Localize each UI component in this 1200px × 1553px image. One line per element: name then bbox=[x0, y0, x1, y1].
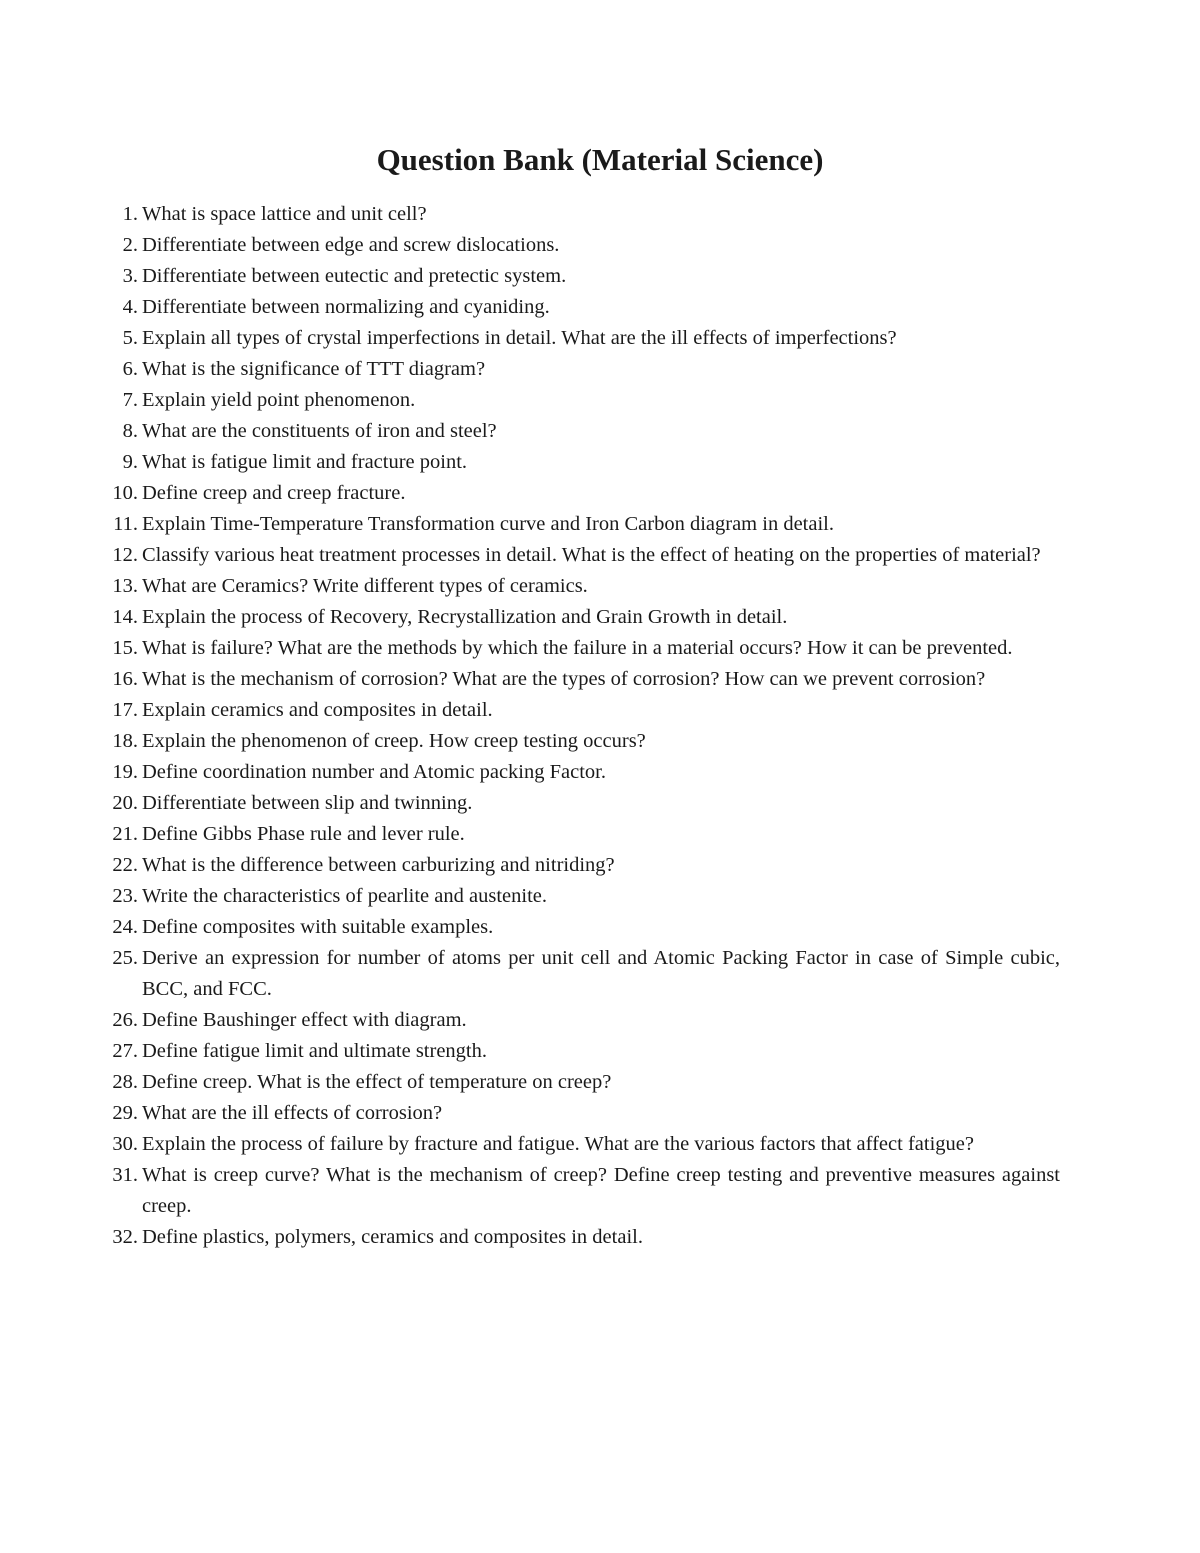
question-number: 8. bbox=[122, 420, 138, 442]
question-item bbox=[104, 447, 1060, 478]
question-item bbox=[104, 819, 1060, 850]
question-text: Define fatigue limit and ultimate strength. bbox=[142, 1040, 487, 1062]
question-item bbox=[104, 726, 1060, 757]
question-text: Explain ceramics and composites in detail. bbox=[142, 699, 493, 721]
question-number: 5. bbox=[122, 327, 138, 349]
question-text: Define Baushinger effect with diagram. bbox=[142, 1009, 467, 1031]
question-item bbox=[104, 912, 1060, 943]
question-number: 9. bbox=[122, 451, 138, 473]
question-number: 10. bbox=[112, 482, 138, 504]
question-item bbox=[104, 230, 1060, 261]
question-text: Differentiate between normalizing and cyaniding. bbox=[142, 296, 550, 318]
question-number: 23. bbox=[112, 885, 138, 907]
question-text: What is failure? What are the methods by which the failure in a material occurs? How it can be prevented. bbox=[142, 637, 1013, 659]
question-number: 16. bbox=[112, 668, 138, 690]
question-item bbox=[104, 850, 1060, 881]
question-text: Differentiate between slip and twinning. bbox=[142, 792, 473, 814]
question-text: Derive an expression for number of atoms per unit cell and Atomic Packing Factor in case of Simple cubic, BCC, and FCC. bbox=[142, 947, 1060, 1000]
question-item bbox=[104, 695, 1060, 726]
question-item bbox=[104, 292, 1060, 323]
question-text: Explain yield point phenomenon. bbox=[142, 389, 416, 411]
question-number: 28. bbox=[112, 1071, 138, 1093]
question-text: Define creep and creep fracture. bbox=[142, 482, 406, 504]
question-number: 19. bbox=[112, 761, 138, 783]
question-number: 21. bbox=[112, 823, 138, 845]
question-text: What are Ceramics? Write different types of ceramics. bbox=[142, 575, 588, 597]
question-item bbox=[104, 1036, 1060, 1067]
question-text: Explain all types of crystal imperfections in detail. What are the ill effects of imperfections? bbox=[142, 327, 897, 349]
question-item bbox=[104, 385, 1060, 416]
question-item bbox=[104, 1160, 1060, 1222]
question-text: Explain the phenomenon of creep. How creep testing occurs? bbox=[142, 730, 646, 752]
question-number: 22. bbox=[112, 854, 138, 876]
question-number: 15. bbox=[112, 637, 138, 659]
question-text: What is fatigue limit and fracture point. bbox=[142, 451, 468, 473]
question-text: Define coordination number and Atomic packing Factor. bbox=[142, 761, 606, 783]
question-text: Classify various heat treatment processes in detail. What is the effect of heating on the properties of material? bbox=[142, 544, 1041, 566]
question-text: What is space lattice and unit cell? bbox=[142, 203, 427, 225]
question-item bbox=[104, 571, 1060, 602]
question-item bbox=[104, 881, 1060, 912]
question-number: 24. bbox=[112, 916, 138, 938]
question-number: 12. bbox=[112, 544, 138, 566]
question-number: 32. bbox=[112, 1226, 138, 1248]
question-number: 31. bbox=[112, 1164, 138, 1186]
question-number: 30. bbox=[112, 1133, 138, 1155]
question-text: What is the difference between carburizing and nitriding? bbox=[142, 854, 615, 876]
question-number: 2. bbox=[122, 234, 138, 256]
question-text: What are the constituents of iron and steel? bbox=[142, 420, 497, 442]
question-text: Differentiate between edge and screw dislocations. bbox=[142, 234, 560, 256]
question-text: Explain the process of failure by fracture and fatigue. What are the various factors that affect fatigue? bbox=[142, 1133, 974, 1155]
question-text: Explain Time-Temperature Transformation curve and Iron Carbon diagram in detail. bbox=[142, 513, 834, 535]
question-number: 1. bbox=[122, 203, 138, 225]
question-number: 18. bbox=[112, 730, 138, 752]
question-text: What is the significance of TTT diagram? bbox=[142, 358, 486, 380]
question-item bbox=[104, 1222, 1060, 1253]
question-item bbox=[104, 323, 1060, 354]
question-text: Differentiate between eutectic and pretectic system. bbox=[142, 265, 567, 287]
question-item bbox=[104, 602, 1060, 633]
question-text: Write the characteristics of pearlite and austenite. bbox=[142, 885, 547, 907]
question-text: Define plastics, polymers, ceramics and composites in detail. bbox=[142, 1226, 643, 1248]
question-list bbox=[104, 199, 1060, 1253]
question-number: 20. bbox=[112, 792, 138, 814]
question-item bbox=[104, 416, 1060, 447]
question-number: 3. bbox=[122, 265, 138, 287]
question-item bbox=[104, 478, 1060, 509]
question-item bbox=[104, 664, 1060, 695]
question-number: 25. bbox=[112, 947, 138, 969]
question-number: 7. bbox=[122, 389, 138, 411]
question-item bbox=[104, 1098, 1060, 1129]
question-item bbox=[104, 509, 1060, 540]
question-number: 4. bbox=[122, 296, 138, 318]
question-text: Define creep. What is the effect of temperature on creep? bbox=[142, 1071, 612, 1093]
question-number: 27. bbox=[112, 1040, 138, 1062]
question-text: What is creep curve? What is the mechanism of creep? Define creep testing and preventive measures against creep. bbox=[142, 1164, 1060, 1217]
question-item bbox=[104, 633, 1060, 664]
question-number: 11. bbox=[113, 513, 138, 535]
page-title: Question Bank (Material Science) bbox=[376, 142, 824, 177]
question-item bbox=[104, 199, 1060, 230]
question-number: 26. bbox=[112, 1009, 138, 1031]
question-number: 14. bbox=[112, 606, 138, 628]
question-item bbox=[104, 1005, 1060, 1036]
question-item bbox=[104, 788, 1060, 819]
question-number: 17. bbox=[112, 699, 138, 721]
question-item bbox=[104, 540, 1060, 571]
question-number: 13. bbox=[112, 575, 138, 597]
question-number: 29. bbox=[112, 1102, 138, 1124]
question-text: What is the mechanism of corrosion? What are the types of corrosion? How can we prevent corrosion? bbox=[142, 668, 986, 690]
question-text: Explain the process of Recovery, Recrystallization and Grain Growth in detail. bbox=[142, 606, 788, 628]
question-item bbox=[104, 757, 1060, 788]
question-text: Define composites with suitable examples. bbox=[142, 916, 494, 938]
question-item bbox=[104, 1067, 1060, 1098]
question-text: What are the ill effects of corrosion? bbox=[142, 1102, 443, 1124]
question-item bbox=[104, 943, 1060, 1005]
question-item bbox=[104, 261, 1060, 292]
question-item bbox=[104, 1129, 1060, 1160]
question-item bbox=[104, 354, 1060, 385]
question-text: Define Gibbs Phase rule and lever rule. bbox=[142, 823, 465, 845]
question-number: 6. bbox=[122, 358, 138, 380]
